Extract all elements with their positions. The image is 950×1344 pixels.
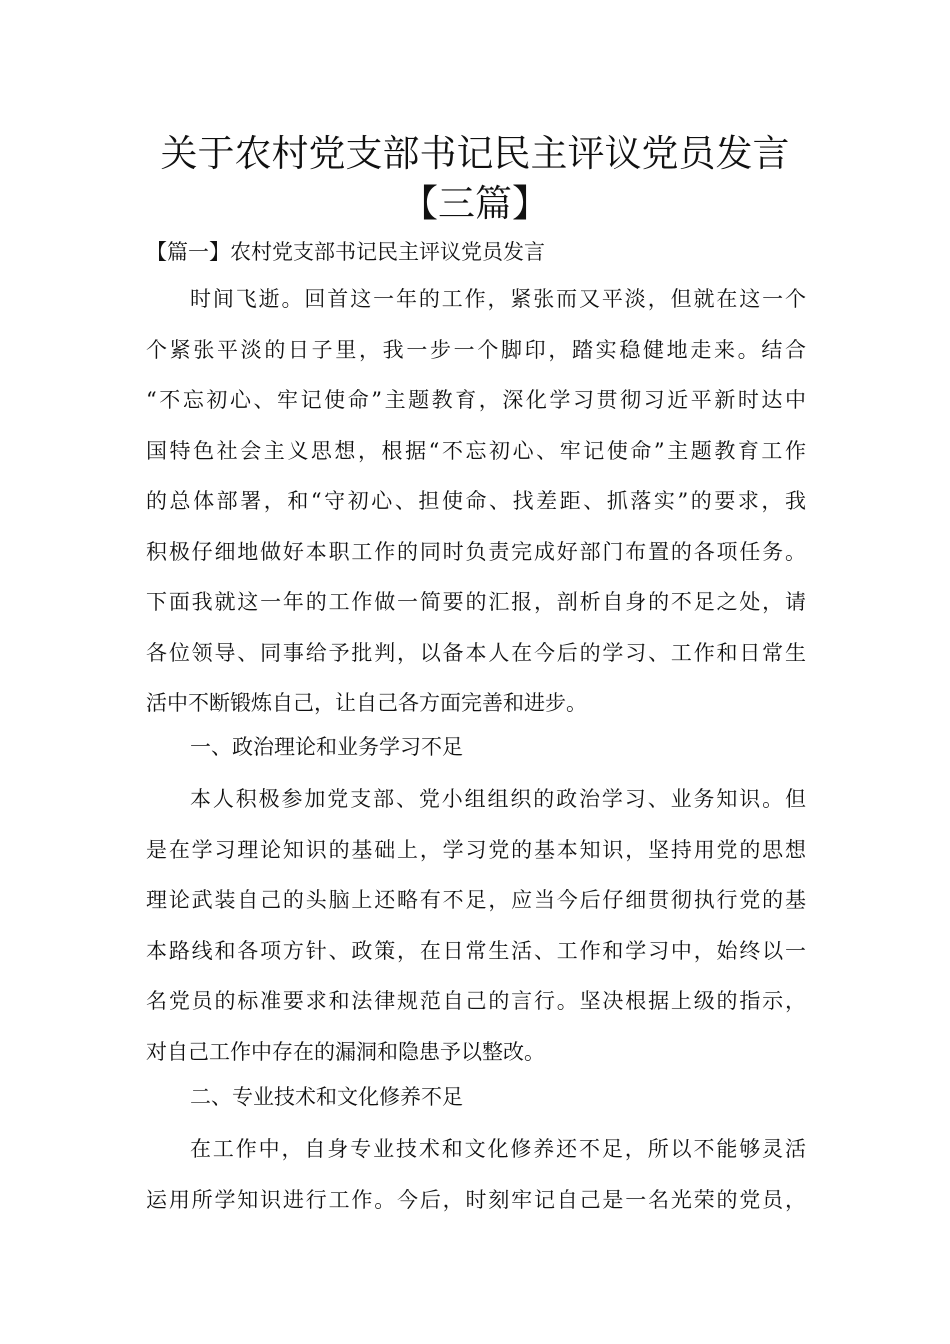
- section-heading-1: 【篇一】农村党支部书记民主评议党员发言: [146, 240, 545, 264]
- paragraph-line: 各位领导、同事给予批判，以备本人在今后的学习、工作和日常生: [146, 640, 806, 665]
- paragraph-line: 积极仔细地做好本职工作的同时负责完成好部门布置的各项任务。: [146, 539, 806, 564]
- paragraph-line: 国特色社会主义思想，根据“不忘初心、牢记使命”主题教育工作: [146, 438, 806, 463]
- paragraph-line: 下面我就这一年的工作做一简要的汇报，剖析自身的不足之处，请: [146, 590, 806, 614]
- document-title-line-2: 【三篇】: [401, 182, 549, 225]
- paragraph-line: 对自己工作中存在的漏洞和隐患予以整改。: [146, 1039, 545, 1064]
- paragraph-2: [146, 774, 806, 1077]
- document-title-line-1: 关于农村党支部书记民主评议党员发言: [160, 132, 790, 175]
- paragraph-line: 本人积极参加党支部、党小组组织的政治学习、业务知识。但: [190, 787, 806, 811]
- paragraph-line: 运用所学知识进行工作。今后，时刻牢记自己是一名光荣的党员，: [146, 1187, 806, 1212]
- paragraph-line: 活中不断锻炼自己，让自己各方面完善和进步。: [146, 691, 587, 715]
- subheading-1: 一、政治理论和业务学习不足: [190, 735, 463, 759]
- paragraph-1: [146, 274, 806, 729]
- subheading-2: 二、专业技术和文化修养不足: [190, 1085, 463, 1109]
- paragraph-line: 是在学习理论知识的基础上，学习党的基本知识，坚持用党的思想: [146, 837, 806, 862]
- paragraph-line: 理论武装自己的头脑上还略有不足，应当今后仔细贯彻执行党的基: [146, 888, 806, 912]
- paragraph-line: 本路线和各项方针、政策，在日常生活、工作和学习中，始终以一: [146, 938, 806, 963]
- paragraph-line: 名党员的标准要求和法律规范自己的言行。坚决根据上级的指示，: [146, 989, 806, 1013]
- paragraph-line: “不忘初心、牢记使命”主题教育，深化学习贯彻习近平新时达中: [146, 388, 806, 412]
- paragraph-line: 个紧张平淡的日子里，我一步一个脚印，踏实稳健地走来。结合: [146, 337, 806, 362]
- paragraph-line: 在工作中，自身专业技术和文化修养还不足，所以不能够灵活: [190, 1137, 806, 1161]
- paragraph-line: 时间飞逝。回首这一年的工作，紧张而又平淡，但就在这一个: [190, 287, 806, 311]
- paragraph-3: [146, 1124, 806, 1225]
- paragraph-line: 的总体部署，和“守初心、担使命、找差距、抓落实”的要求，我: [146, 489, 806, 513]
